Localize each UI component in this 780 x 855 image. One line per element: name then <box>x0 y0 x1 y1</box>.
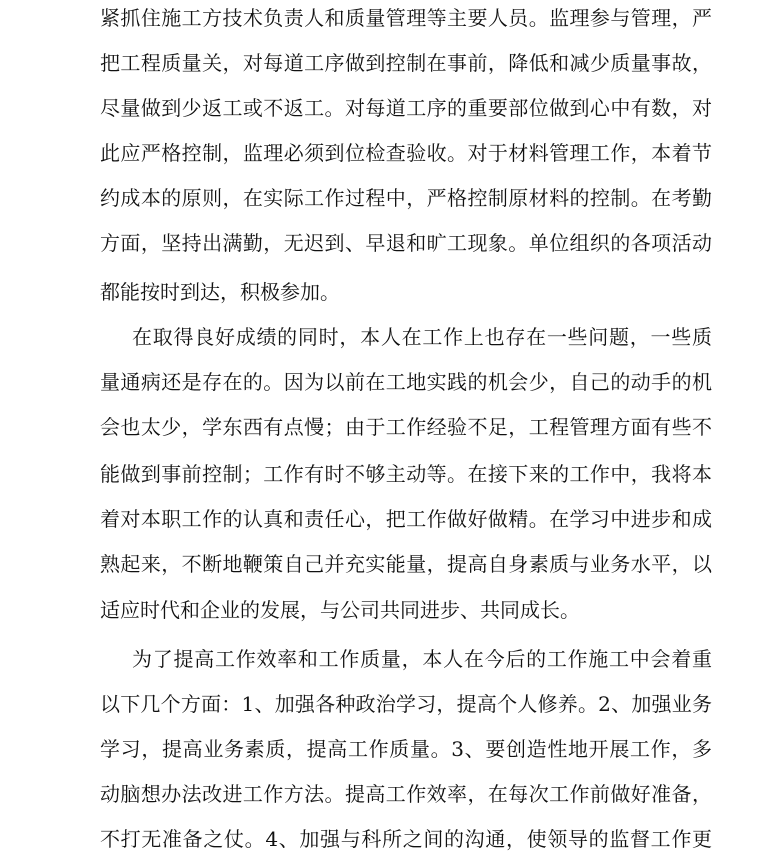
text-line: 在取得良好成绩的同时，本人在工作上也存在一些问题，一些质 <box>132 325 712 349</box>
text-line: 不打无准备之仗。4、加强与科所之间的沟通，使领导的监督工作更 <box>100 827 712 851</box>
text-line: 尽量做到少返工或不返工。对每道工序的重要部位做到心中有数，对 <box>100 96 712 120</box>
text-line: 方面，坚持出满勤，无迟到、早退和旷工现象。单位组织的各项活动 <box>100 231 712 255</box>
text-line: 适应时代和企业的发展，与公司共同进步、共同成长。 <box>100 598 580 622</box>
text-line: 都能按时到达，积极参加。 <box>100 280 340 304</box>
text-line: 以下几个方面：1、加强各种政治学习，提高个人修养。2、加强业务 <box>100 692 712 716</box>
text-line: 紧抓住施工方技术负责人和质量管理等主要人员。监理参与管理，严 <box>100 6 712 30</box>
text-line: 量通病还是存在的。因为以前在工地实践的机会少，自己的动手的机 <box>100 370 712 394</box>
text-line: 学习，提高业务素质，提高工作质量。3、要创造性地开展工作，多 <box>100 737 712 761</box>
text-line: 着对本职工作的认真和责任心，把工作做好做精。在学习中进步和成 <box>100 507 712 531</box>
text-line: 动脑想办法改进工作方法。提高工作效率，在每次工作前做好准备， <box>100 782 712 806</box>
text-line: 约成本的原则，在实际工作过程中，严格控制原材料的控制。在考勤 <box>100 186 712 210</box>
text-line: 会也太少，学东西有点慢；由于工作经验不足，工程管理方面有些不 <box>100 415 712 439</box>
text-line: 此应严格控制，监理必须到位检查验收。对于材料管理工作，本着节 <box>100 141 712 165</box>
text-line: 为了提高工作效率和工作质量，本人在今后的工作施工中会着重 <box>132 647 712 671</box>
text-line: 把工程质量关，对每道工序做到控制在事前，降低和减少质量事故， <box>100 51 712 75</box>
text-line: 熟起来，不断地鞭策自己并充实能量，提高自身素质与业务水平，以 <box>100 552 712 576</box>
text-line: 能做到事前控制；工作有时不够主动等。在接下来的工作中，我将本 <box>100 462 712 486</box>
